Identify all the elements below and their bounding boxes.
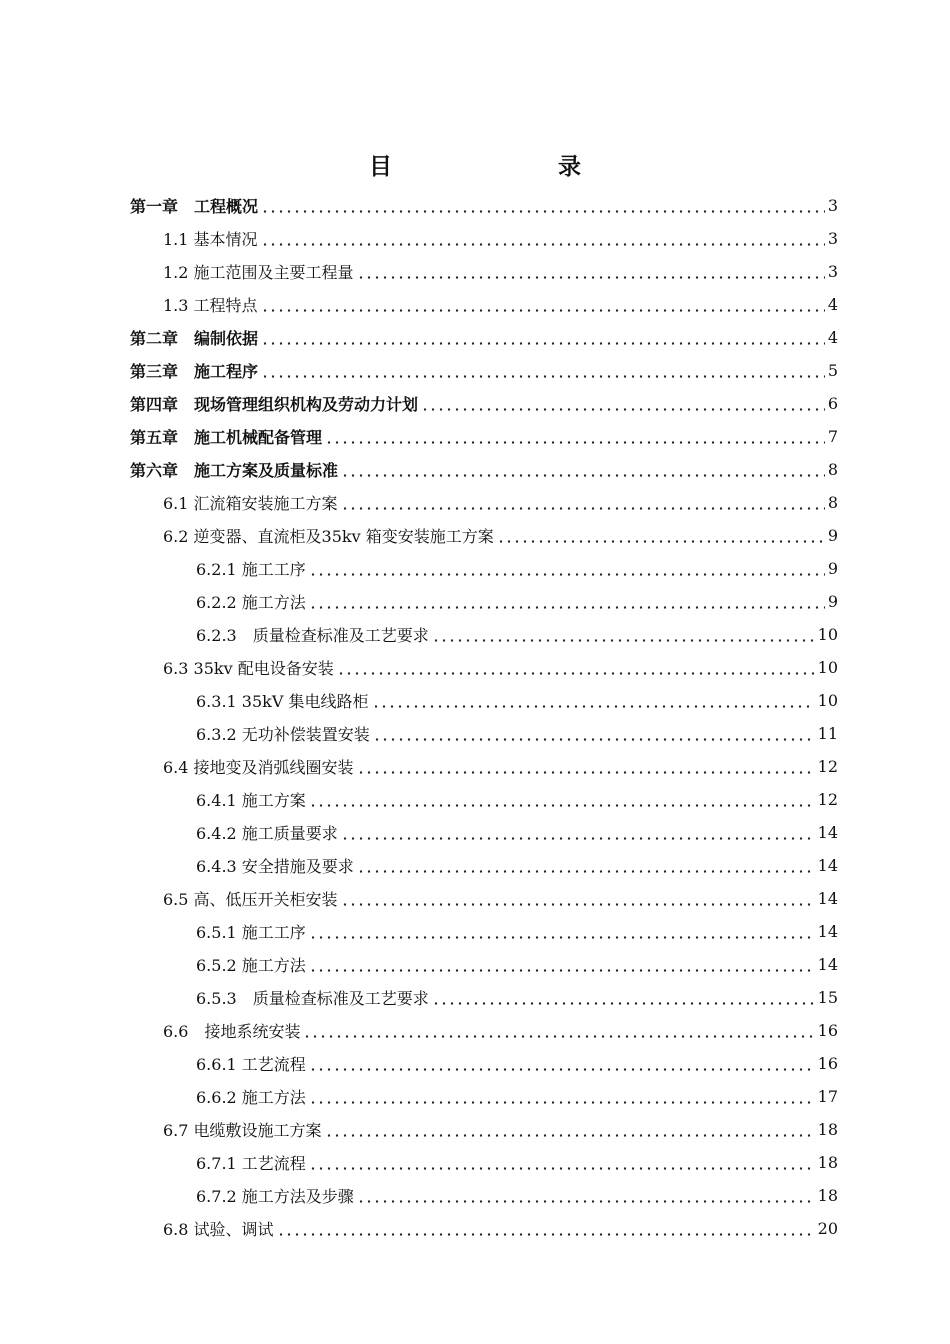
- toc-entry-page: 6: [827, 394, 838, 413]
- toc-dot-leader: [357, 264, 825, 280]
- toc-dot-leader: [309, 957, 815, 973]
- toc-dot-leader: [277, 1221, 815, 1237]
- toc-entry-page: 14: [817, 922, 838, 941]
- toc-entry[interactable]: [130, 981, 838, 1014]
- toc-entry-label: 6.3.2 无功补偿装置安装: [196, 725, 370, 744]
- toc-entry-page: 18: [817, 1120, 838, 1139]
- toc-dot-leader: [309, 1155, 815, 1171]
- toc-entry-label: 6.6 接地系统安装: [163, 1022, 301, 1041]
- toc-dot-leader: [341, 462, 825, 478]
- toc-entry[interactable]: [130, 651, 838, 684]
- toc-dot-leader: [432, 627, 815, 643]
- toc-entry-label: 6.4 接地变及消弧线圈安装: [163, 758, 354, 777]
- toc-entry[interactable]: [130, 783, 838, 816]
- toc-entry[interactable]: [130, 585, 838, 618]
- toc-entry-label: 6.5.3 质量检查标准及工艺要求: [196, 989, 429, 1008]
- toc-dot-leader: [337, 660, 815, 676]
- toc-entry-page: 14: [817, 856, 838, 875]
- toc-entry-label: 6.4.1 施工方案: [196, 791, 306, 810]
- toc-entry[interactable]: [130, 387, 838, 420]
- toc-entry[interactable]: [130, 948, 838, 981]
- toc-dot-leader: [497, 528, 825, 544]
- toc-entry-label: 6.6.2 施工方法: [196, 1088, 306, 1107]
- toc-entry-page: 10: [817, 658, 838, 677]
- toc-entry[interactable]: [130, 915, 838, 948]
- toc-entry[interactable]: [130, 420, 838, 453]
- toc-entry[interactable]: [130, 849, 838, 882]
- toc-dot-leader: [309, 594, 825, 610]
- toc-entry-page: 12: [817, 790, 838, 809]
- toc-entry-label: 6.5.2 施工方法: [196, 956, 306, 975]
- toc-entry-label: 6.2.1 施工工序: [196, 560, 306, 579]
- toc-entry[interactable]: [130, 354, 838, 387]
- toc-entry[interactable]: [130, 1113, 838, 1146]
- toc-entry-page: 3: [827, 196, 838, 215]
- toc-dot-leader: [309, 561, 825, 577]
- toc-entry-page: 16: [817, 1054, 838, 1073]
- toc-entry[interactable]: [130, 453, 838, 486]
- toc-entry-page: 10: [817, 691, 838, 710]
- toc-dot-leader: [357, 1188, 815, 1204]
- toc-dot-leader: [309, 792, 815, 808]
- toc-entry-label: 第三章 施工程序: [130, 362, 259, 381]
- toc-entry-label: 6.2.3 质量检查标准及工艺要求: [196, 626, 429, 645]
- toc-entry[interactable]: [130, 1080, 838, 1113]
- toc-entry[interactable]: [130, 816, 838, 849]
- toc-entry-label: 6.2.2 施工方法: [196, 593, 306, 612]
- toc-entry[interactable]: [130, 552, 838, 585]
- toc-entry-label: 6.4.3 安全措施及要求: [196, 857, 354, 876]
- toc-entry-page: 20: [817, 1219, 838, 1238]
- toc-entry-page: 3: [827, 229, 838, 248]
- toc-entry-page: 15: [817, 988, 838, 1007]
- toc-entry-page: 17: [817, 1087, 838, 1106]
- toc-entry-page: 14: [817, 823, 838, 842]
- toc-entry-page: 9: [827, 559, 838, 578]
- toc-entry-page: 14: [817, 955, 838, 974]
- toc-entry-label: 第六章 施工方案及质量标准: [130, 461, 339, 480]
- toc-dot-leader: [357, 759, 815, 775]
- toc-entry-label: 6.3.1 35kV 集电线路柜: [196, 692, 369, 711]
- toc-entry-label: 1.1 基本情况: [163, 230, 258, 249]
- toc-entry-label: 6.7.2 施工方法及步骤: [196, 1187, 354, 1206]
- toc-entry-page: 4: [827, 328, 838, 347]
- toc-dot-leader: [421, 396, 825, 412]
- toc-entry[interactable]: [130, 882, 838, 915]
- toc-dot-leader: [261, 231, 825, 247]
- toc-entry[interactable]: [130, 486, 838, 519]
- toc-entry-label: 6.5.1 施工工序: [196, 923, 306, 942]
- toc-entry-page: 18: [817, 1153, 838, 1172]
- toc-title: 目 录: [369, 154, 621, 180]
- toc-entry[interactable]: [130, 1179, 838, 1212]
- toc-entry[interactable]: [130, 618, 838, 651]
- toc-entry-label: 6.2 逆变器、直流柜及35kv 箱变安装施工方案: [163, 527, 494, 546]
- toc-entry-label: 第二章 编制依据: [130, 329, 259, 348]
- toc-entry-page: 8: [827, 460, 838, 479]
- toc-entry-label: 6.7 电缆敷设施工方案: [163, 1121, 322, 1140]
- toc-entry-page: 9: [827, 592, 838, 611]
- toc-entry[interactable]: [130, 255, 838, 288]
- toc-entry-label: 6.3 35kv 配电设备安装: [163, 659, 334, 678]
- toc-entry-page: 11: [817, 724, 838, 743]
- toc-entry-label: 6.8 试验、调试: [163, 1220, 274, 1239]
- toc-entry-page: 14: [817, 889, 838, 908]
- toc-entry-label: 6.6.1 工艺流程: [196, 1055, 306, 1074]
- toc-entry[interactable]: [130, 750, 838, 783]
- toc-dot-leader: [261, 198, 825, 214]
- toc-dot-leader: [309, 1056, 815, 1072]
- toc-entry[interactable]: [130, 1014, 838, 1047]
- toc-entry[interactable]: [130, 684, 838, 717]
- toc-entry-label: 6.4.2 施工质量要求: [196, 824, 338, 843]
- toc-dot-leader: [341, 825, 815, 841]
- toc-dot-leader: [303, 1023, 814, 1039]
- toc-entry-page: 12: [817, 757, 838, 776]
- toc-entry-page: 7: [827, 427, 838, 446]
- toc-entry[interactable]: [130, 222, 838, 255]
- toc-entry[interactable]: [130, 321, 838, 354]
- toc-entry[interactable]: [130, 717, 838, 750]
- toc-dot-leader: [432, 990, 815, 1006]
- toc-entry-page: 18: [817, 1186, 838, 1205]
- toc-dot-leader: [341, 891, 815, 907]
- toc-entry-label: 第四章 现场管理组织机构及劳动力计划: [130, 395, 419, 414]
- toc-entry-label: 6.5 高、低压开关柜安装: [163, 890, 338, 909]
- toc-entry-page: 5: [827, 361, 838, 380]
- toc-entry[interactable]: [130, 288, 838, 321]
- toc-dot-leader: [372, 693, 815, 709]
- toc-dot-leader: [341, 495, 825, 511]
- toc-dot-leader: [309, 1089, 815, 1105]
- toc-entry-page: 16: [817, 1021, 838, 1040]
- toc-entry[interactable]: [130, 1146, 838, 1179]
- toc-entry[interactable]: [130, 1047, 838, 1080]
- toc-entry-label: 第一章 工程概况: [130, 197, 259, 216]
- toc-entry-label: 第五章 施工机械配备管理: [130, 428, 323, 447]
- toc-entry-page: 10: [817, 625, 838, 644]
- toc-entry[interactable]: [130, 1212, 838, 1245]
- toc-entry-page: 9: [827, 526, 838, 545]
- toc-entry[interactable]: [130, 519, 838, 552]
- toc-dot-leader: [309, 924, 815, 940]
- toc-dot-leader: [357, 858, 815, 874]
- toc-dot-leader: [325, 429, 825, 445]
- toc-entry-page: 8: [827, 493, 838, 512]
- toc-entry-label: 1.3 工程特点: [163, 296, 258, 315]
- toc-entry-page: 3: [827, 262, 838, 281]
- toc-dot-leader: [325, 1122, 815, 1138]
- toc-dot-leader: [373, 726, 815, 742]
- toc-entry-label: 6.7.1 工艺流程: [196, 1154, 306, 1173]
- toc-entry-page: 4: [827, 295, 838, 314]
- toc-entry-label: 6.1 汇流箱安装施工方案: [163, 494, 338, 513]
- toc-entry[interactable]: [130, 189, 838, 222]
- toc-dot-leader: [261, 297, 825, 313]
- toc-dot-leader: [261, 363, 825, 379]
- toc-dot-leader: [261, 330, 825, 346]
- table-of-contents: [130, 189, 838, 1245]
- toc-entry-label: 1.2 施工范围及主要工程量: [163, 263, 354, 282]
